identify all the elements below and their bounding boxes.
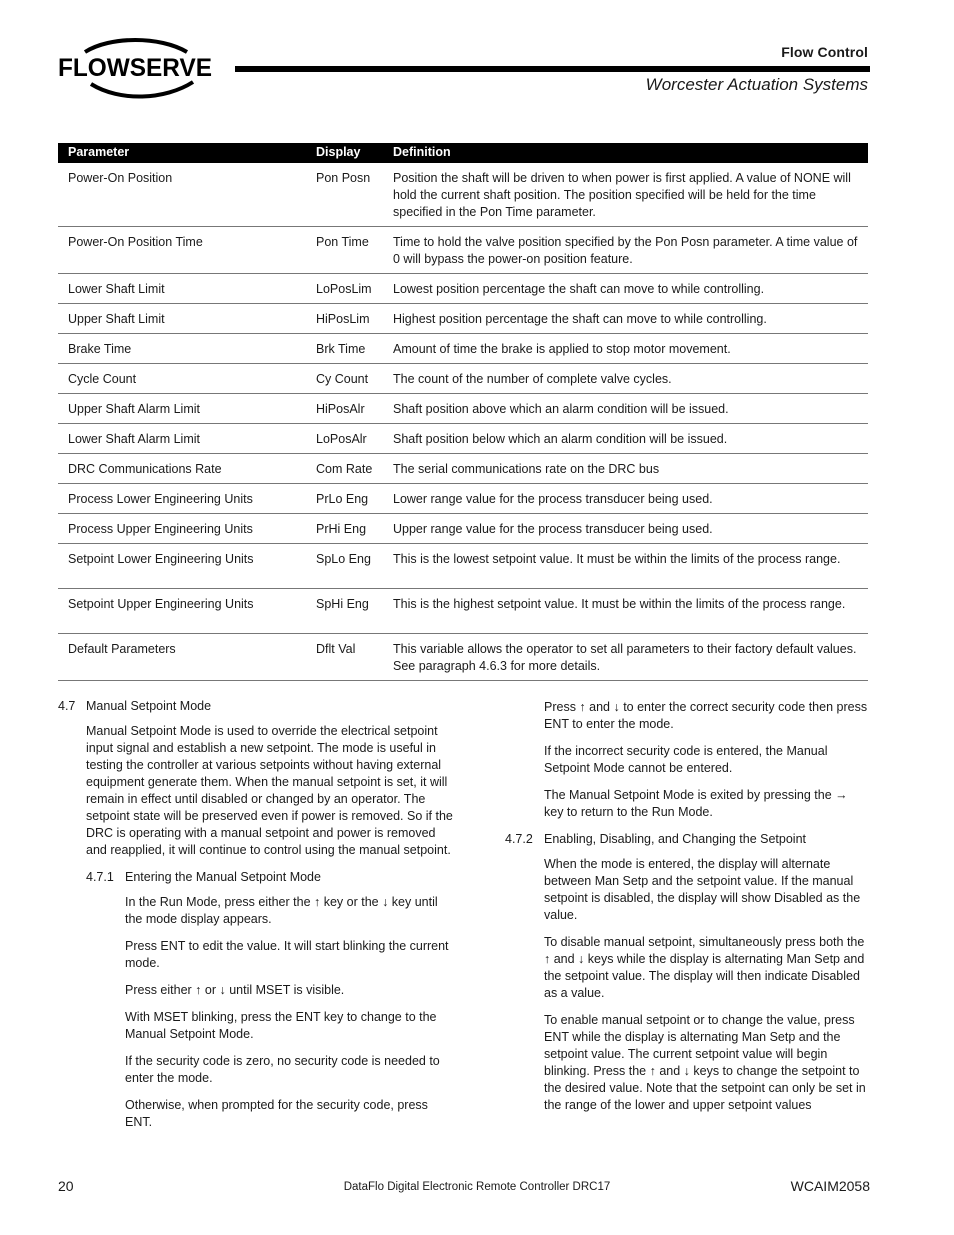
cell-display: PrHi Eng <box>306 514 383 544</box>
cell-definition: Upper range value for the process transducer being used. <box>383 514 868 544</box>
cell-parameter: Setpoint Lower Engineering Units <box>58 544 306 589</box>
cell-definition: Shaft position below which an alarm condition will be issued. <box>383 424 868 454</box>
flowserve-logo <box>55 38 215 100</box>
page-number: 20 <box>58 1178 74 1194</box>
step-paragraph: In the Run Mode, press either the ↑ key or the ↓ key until the mode display appears. <box>125 895 438 926</box>
cell-display: SpLo Eng <box>306 544 383 589</box>
cell-display: Com Rate <box>306 454 383 484</box>
table-row <box>58 227 868 274</box>
step-paragraph: Press either ↑ or ↓ until MSET is visible. <box>125 983 345 997</box>
cell-definition: Lower range value for the process transducer being used. <box>383 484 868 514</box>
step-paragraph: Press ↑ and ↓ to enter the correct security code then press ENT to enter the mode. <box>544 700 868 731</box>
cell-display: Dflt Val <box>306 634 383 681</box>
table-row <box>58 634 868 681</box>
header-top-label: Flow Control <box>781 44 868 60</box>
subsection-number: 4.7.1 <box>86 870 114 884</box>
step-paragraph: To disable manual setpoint, simultaneously press both the ↑ and ↓ keys while the display is alternating Man Setp and the setpoint value. The display will then indicate Disabled as a value. <box>544 935 865 1000</box>
cell-parameter: Setpoint Upper Engineering Units <box>58 589 306 634</box>
cell-definition: Amount of time the brake is applied to stop motor movement. <box>383 334 868 364</box>
subsection-number: 4.7.2 <box>505 832 533 846</box>
cell-display: Cy Count <box>306 364 383 394</box>
cell-display: HiPosLim <box>306 304 383 334</box>
subsection-title: Entering the Manual Setpoint Mode <box>125 870 321 884</box>
subsection-heading-4-7-2 <box>505 831 870 848</box>
footer-doc-code: WCAIM2058 <box>790 1178 870 1194</box>
cell-parameter: Power-On Position <box>58 163 306 227</box>
cell-parameter: Process Upper Engineering Units <box>58 514 306 544</box>
cell-display: LoPosLim <box>306 274 383 304</box>
cell-definition: This is the highest setpoint value. It must be within the limits of the process range. <box>383 589 868 634</box>
subsection-title: Enabling, Disabling, and Changing the Setpoint <box>544 832 806 846</box>
table-row <box>58 589 868 634</box>
cell-definition: Time to hold the valve position specified by the Pon Posn parameter. A time value of 0 will bypass the power-on position feature. <box>383 227 868 274</box>
logo-wordmark: FLOWSERVE <box>58 54 212 82</box>
table-row <box>58 454 868 484</box>
step-paragraph: Otherwise, when prompted for the security code, press ENT. <box>125 1098 428 1129</box>
cell-parameter: Default Parameters <box>58 634 306 681</box>
header-rule <box>235 66 870 72</box>
right-text-column <box>505 699 870 1124</box>
table-row <box>58 544 868 589</box>
cell-display: Brk Time <box>306 334 383 364</box>
section-body-paragraph: Manual Setpoint Mode is used to override the electrical setpoint input signal and establish a new setpoint. The mode is useful in testing the controller at various setpoints without having external equipment generate them. When the manual setpoint is set, it will remain in effect until disabled or changed by an operator. The setpoint state will be preserved even if power is removed. So if the DRC is operating with a manual setpoint and power is removed and reapplied, it will continue to control using the manual setpoint. <box>86 724 453 857</box>
table-row <box>58 484 868 514</box>
subsection-heading-4-7-1 <box>58 869 453 886</box>
table-row <box>58 304 868 334</box>
cell-display: SpHi Eng <box>306 589 383 634</box>
step-paragraph: Press ENT to edit the value. It will start blinking the current mode. <box>125 939 449 970</box>
cell-display: Pon Time <box>306 227 383 274</box>
cell-definition: Shaft position above which an alarm condition will be issued. <box>383 394 868 424</box>
section-number: 4.7 <box>58 699 76 713</box>
step-paragraph: When the mode is entered, the display will alternate between Man Setp and the setpoint value. If the manual setpoint is disabled, the display will show Disabled as the value. <box>544 857 861 922</box>
cell-parameter: Upper Shaft Limit <box>58 304 306 334</box>
cell-parameter: Lower Shaft Alarm Limit <box>58 424 306 454</box>
table-row <box>58 364 868 394</box>
step-paragraph: To enable manual setpoint or to change the value, press ENT while the display is alternating Man Setp and the setpoint value. The current setpoint value will begin blinking. Press the ↑ and ↓ keys to change the setpoint to the desired value. Note that the setpoint can only be set in the range of the lower and upper setpoint values <box>544 1013 866 1112</box>
cell-definition: This is the lowest setpoint value. It must be within the limits of the process range. <box>383 544 868 589</box>
cell-parameter: DRC Communications Rate <box>58 454 306 484</box>
footer-doc-title: DataFlo Digital Electronic Remote Controller DRC17 <box>343 1181 611 1193</box>
section-title: Manual Setpoint Mode <box>86 699 212 713</box>
cell-parameter: Lower Shaft Limit <box>58 274 306 304</box>
table-row <box>58 334 868 364</box>
cell-display: Pon Posn <box>306 163 383 227</box>
logo-arc-top <box>85 40 187 52</box>
col-header-parameter: Parameter <box>58 143 306 163</box>
col-header-display: Display <box>306 143 383 163</box>
cell-parameter: Upper Shaft Alarm Limit <box>58 394 306 424</box>
table-row <box>58 274 868 304</box>
cell-definition: The count of the number of complete valve cycles. <box>383 364 868 394</box>
cell-definition: This variable allows the operator to set all parameters to their factory default values. See paragraph 4.6.3 for more details. <box>383 634 868 681</box>
cell-definition: The serial communications rate on the DRC bus <box>383 454 868 484</box>
parameter-table <box>58 143 868 681</box>
section-heading-4-7 <box>58 698 453 715</box>
cell-definition: Highest position percentage the shaft can move to while controlling. <box>383 304 868 334</box>
logo-arc-bottom <box>91 82 193 97</box>
step-paragraph: If the incorrect security code is entered, the Manual Setpoint Mode cannot be entered. <box>544 744 828 775</box>
cell-parameter: Brake Time <box>58 334 306 364</box>
step-paragraph: If the security code is zero, no security code is needed to enter the mode. <box>125 1054 440 1085</box>
col-header-definition: Definition <box>383 143 868 163</box>
cell-display: LoPosAlr <box>306 424 383 454</box>
header-subtitle: Worcester Actuation Systems <box>645 75 868 94</box>
table-row <box>58 424 868 454</box>
left-text-column <box>58 698 453 1141</box>
cell-definition: Lowest position percentage the shaft can move to while controlling. <box>383 274 868 304</box>
cell-display: PrLo Eng <box>306 484 383 514</box>
cell-definition: Position the shaft will be driven to when power is first applied. A value of NONE will hold the current shaft position. The position specified will be held for the time specified in the Pon Time parameter. <box>383 163 868 227</box>
cell-parameter: Power-On Position Time <box>58 227 306 274</box>
step-paragraph: With MSET blinking, press the ENT key to change to the Manual Setpoint Mode. <box>125 1010 437 1041</box>
table-row <box>58 394 868 424</box>
table-row <box>58 514 868 544</box>
cell-parameter: Cycle Count <box>58 364 306 394</box>
table-header-row <box>58 143 868 163</box>
step-paragraph: The Manual Setpoint Mode is exited by pressing the → key to return to the Run Mode. <box>544 788 848 819</box>
cell-display: HiPosAlr <box>306 394 383 424</box>
table-row <box>58 163 868 227</box>
cell-parameter: Process Lower Engineering Units <box>58 484 306 514</box>
